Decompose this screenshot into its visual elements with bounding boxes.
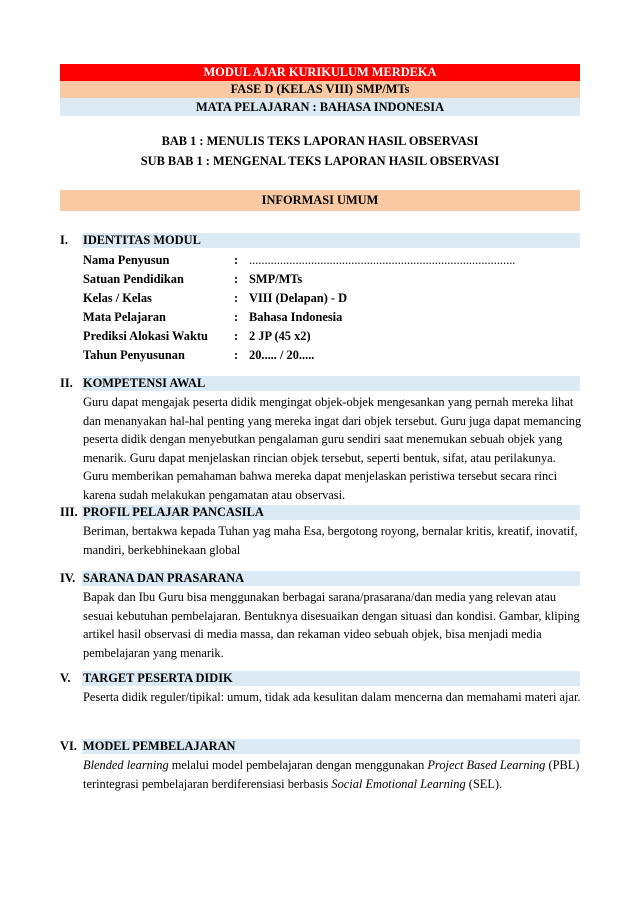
identity-value: 2 JP (45 x2) bbox=[249, 329, 311, 343]
identity-colon: : bbox=[234, 291, 239, 305]
section-body: Guru dapat mengajak peserta didik mengingat objek-objek mengesankan yang pernah mereka lihat dan menanyakan hal-hal penting yang mereka ingat dari objek tersebut. Guru juga dapat memancing peserta didik dengan menyebutkan pengalaman guru sendiri saat menemukan sebuah objek yang menarik. Guru dapat menjelaskan rincian objek tersebut, seperti bentuk, sifat, atau perilakunya. Guru memberikan pemahaman bahwa mereka dapat menjelaskan peristiwa tersebut secara rinci karena sudah melakukan pengamatan atau observasi. bbox=[83, 395, 582, 502]
identity-label: Prediksi Alokasi Waktu bbox=[83, 329, 208, 343]
identity-colon: : bbox=[234, 310, 239, 324]
italic-term: Social Emotional Learning bbox=[331, 776, 466, 791]
section-body: Peserta didik reguler/tipikal: umum, tidak ada kesulitan dalam mencerna dan memahami materi ajar. bbox=[83, 690, 581, 704]
body-text: melalui model pembelajaran dengan menggunakan bbox=[168, 758, 428, 772]
section-number: I. bbox=[60, 233, 68, 247]
identity-colon: : bbox=[234, 253, 239, 267]
body-text: (PBL) terintegrasi pembelajaran berdiferensiasi berbasis bbox=[83, 758, 580, 791]
italic-term: Project Based Learning bbox=[427, 758, 546, 772]
section-number: V. bbox=[60, 671, 71, 685]
section-heading-kompetensi bbox=[60, 376, 580, 391]
identity-colon: : bbox=[234, 329, 239, 343]
section-number: IV. bbox=[60, 571, 76, 585]
chapter-title: BAB 1 : MENULIS TEKS LAPORAN HASIL OBSERVASI bbox=[161, 134, 479, 148]
identity-colon: : bbox=[234, 272, 239, 286]
general-info-heading: INFORMASI UMUM bbox=[60, 190, 580, 211]
header-subject: MATA PELAJARAN : BAHASA INDONESIA bbox=[60, 98, 580, 116]
section-heading-sarana bbox=[60, 571, 580, 586]
section-heading-model bbox=[60, 739, 580, 754]
identity-value: VIII (Delapan) - D bbox=[249, 291, 348, 305]
identity-label: Kelas / Kelas bbox=[83, 291, 152, 305]
header-phase: FASE D (KELAS VIII) SMP/MTs bbox=[60, 81, 580, 98]
identity-label: Nama Penyusun bbox=[83, 253, 170, 267]
section-title: TARGET PESERTA DIDIK bbox=[83, 671, 233, 685]
identity-label: Tahun Penyusunan bbox=[83, 348, 185, 362]
header-module-title: MODUL AJAR KURIKULUM MERDEKA bbox=[60, 64, 580, 81]
identity-label: Mata Pelajaran bbox=[83, 310, 166, 324]
identity-colon: : bbox=[234, 348, 239, 362]
subchapter-title: SUB BAB 1 : MENGENAL TEKS LAPORAN HASIL OBSERVASI bbox=[140, 154, 500, 168]
section-title: MODEL PEMBELAJARAN bbox=[83, 739, 236, 753]
section-heading-identitas bbox=[60, 233, 580, 248]
identity-value: 20..... / 20..... bbox=[249, 348, 315, 362]
italic-term: Blended learning bbox=[83, 758, 169, 772]
identity-value: ...................................................................................... bbox=[249, 253, 516, 267]
body-text: (SEL). bbox=[465, 776, 503, 791]
section-heading-target bbox=[60, 671, 580, 686]
section-body: Beriman, bertakwa kepada Tuhan yag maha Esa, bergotong royong, bernalar kritis, kreatif, inovatif, mandiri, berkebhinekaan global bbox=[83, 524, 578, 557]
section-number: III. bbox=[60, 505, 78, 519]
section-body bbox=[83, 756, 583, 793]
identity-value: Bahasa Indonesia bbox=[249, 310, 343, 324]
section-title: IDENTITAS MODUL bbox=[83, 233, 201, 247]
section-number: II. bbox=[60, 376, 73, 390]
section-title: SARANA DAN PRASARANA bbox=[83, 571, 245, 585]
section-body: Bapak dan Ibu Guru bisa menggunakan berbagai sarana/prasarana/dan media yang relevan atau sesuai kebutuhan pembelajaran. Bentuknya disesuaikan dengan situasi dan kondisi. Gambar, kliping artikel hasil observasi di media massa, dan rekaman video sebuah objek, bisa menjadi media pembelajaran yang menarik. bbox=[83, 590, 580, 660]
section-heading-profil bbox=[60, 505, 580, 520]
section-title: KOMPETENSI AWAL bbox=[83, 376, 206, 390]
section-number: VI. bbox=[60, 739, 77, 753]
section-title: PROFIL PELAJAR PANCASILA bbox=[83, 505, 264, 519]
identity-value: SMP/MTs bbox=[249, 272, 303, 286]
identity-label: Satuan Pendidikan bbox=[83, 272, 184, 286]
